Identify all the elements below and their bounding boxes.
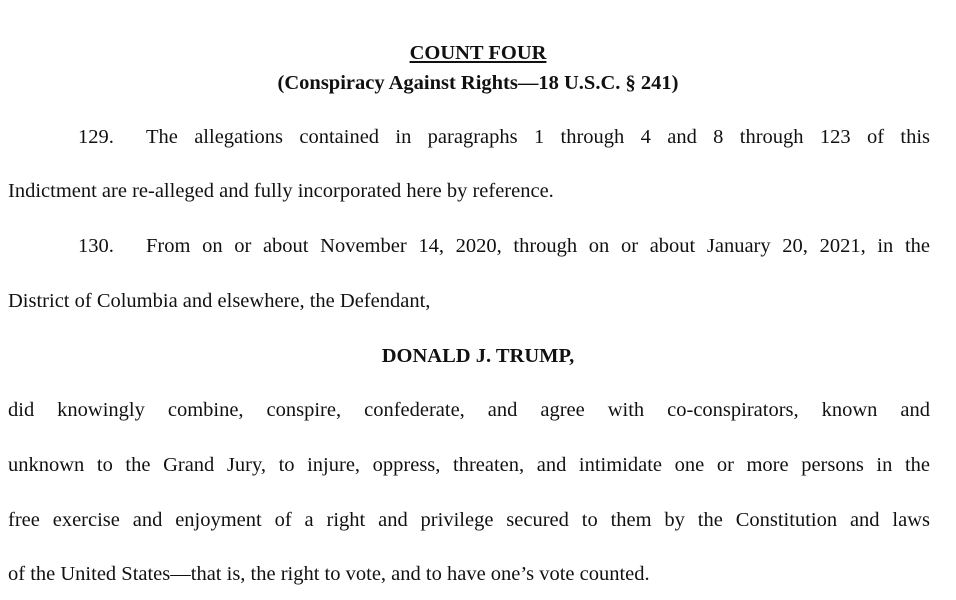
paragraph-number: 130. <box>78 235 114 257</box>
paragraph-text: The allegations contained in paragraphs 1 through 4 and 8 through 123 of this <box>146 126 930 148</box>
paragraph-number: 129. <box>78 126 114 148</box>
count-subtitle: (Conspiracy Against Rights—18 U.S.C. § 241) <box>277 72 679 94</box>
paragraph-130-first-line <box>78 233 930 259</box>
paragraph-text: unknown to the Grand Jury, to injure, oppress, threaten, and intimidate one or more persons in the <box>8 454 930 476</box>
paragraph-text: Indictment are re-alleged and fully incorporated here by reference. <box>8 180 554 202</box>
count-title: COUNT FOUR <box>409 42 547 64</box>
paragraph-text: District of Columbia and elsewhere, the Defendant, <box>8 290 431 312</box>
defendant-name: DONALD J. TRUMP, <box>381 345 575 367</box>
paragraph-129-first-line <box>78 124 930 150</box>
paragraph-text: free exercise and enjoyment of a right and privilege secured to them by the Constitution and laws <box>8 509 930 531</box>
paragraph-text: did knowingly combine, conspire, confederate, and agree with co-conspirators, known and <box>8 399 930 421</box>
paragraph-text: From on or about November 14, 2020, through on or about January 20, 2021, in the <box>146 235 930 257</box>
paragraph-text: of the United States—that is, the right to vote, and to have one’s vote counted. <box>8 563 650 585</box>
